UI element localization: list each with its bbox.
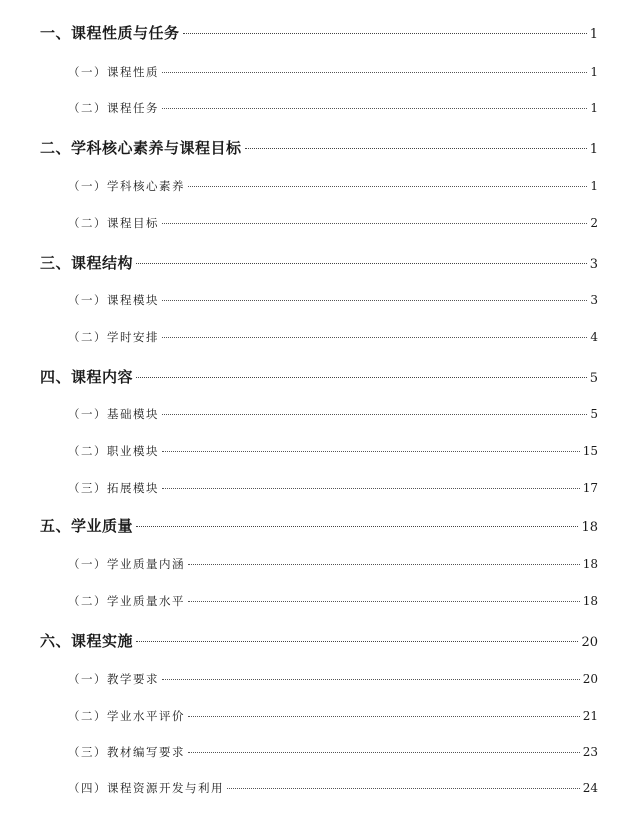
toc-page-number: 4: [590, 330, 598, 344]
toc-dot-leader: [136, 263, 587, 264]
toc-dot-leader: [162, 337, 587, 338]
toc-dot-leader: [188, 564, 580, 565]
toc-subsection-entry[interactable]: [68, 671, 598, 687]
toc-page-number: 5: [590, 407, 598, 421]
toc-entry-title: （四）课程资源开发与利用: [68, 781, 224, 795]
toc-page-number: 20: [581, 635, 598, 650]
toc-dot-leader: [162, 72, 587, 73]
toc-entry-title: 一、课程性质与任务: [40, 24, 180, 42]
toc-dot-leader: [188, 752, 580, 753]
toc-page-number: 18: [581, 520, 598, 535]
toc-dot-leader: [188, 186, 587, 187]
toc-entry-title: 三、课程结构: [40, 254, 134, 272]
toc-subsection-entry[interactable]: [68, 593, 598, 609]
toc-entry-title: （一）教学要求: [68, 672, 159, 686]
toc-dot-leader: [162, 679, 580, 680]
toc-dot-leader: [162, 300, 587, 301]
toc-page-number: 18: [582, 594, 598, 608]
toc-page-number: 18: [582, 557, 598, 571]
toc-section-entry[interactable]: [40, 137, 598, 157]
toc-entry-title: （二）学业质量水平: [68, 594, 185, 608]
toc-entry-title: （一）学业质量内涵: [68, 557, 185, 571]
toc-dot-leader: [227, 788, 580, 789]
toc-page-number: 23: [582, 745, 598, 759]
toc-dot-leader: [162, 414, 587, 415]
toc-dot-leader: [188, 716, 580, 717]
toc-dot-leader: [136, 641, 578, 642]
toc-subsection-entry[interactable]: [68, 556, 598, 572]
toc-page-number: 3: [590, 293, 598, 307]
toc-dot-leader: [245, 148, 587, 149]
toc-page-number: 17: [582, 481, 598, 495]
toc-section-entry[interactable]: [40, 515, 598, 535]
toc-section-entry[interactable]: [40, 366, 598, 386]
toc-entry-title: （三）教材编写要求: [68, 745, 185, 759]
toc-subsection-entry[interactable]: [68, 292, 598, 308]
toc-dot-leader: [162, 108, 587, 109]
toc-entry-title: （一）基础模块: [68, 407, 159, 421]
toc-page-number: 20: [582, 672, 598, 686]
toc-page-number: 3: [589, 257, 598, 272]
toc-subsection-entry[interactable]: [68, 329, 598, 345]
toc-entry-title: 四、课程内容: [40, 368, 134, 386]
toc-page-number: 2: [590, 216, 598, 230]
toc-entry-title: （三）拓展模块: [68, 481, 159, 495]
toc-entry-title: 五、学业质量: [40, 517, 134, 535]
toc-dot-leader: [188, 601, 580, 602]
toc-page-number: 1: [590, 179, 598, 193]
toc-subsection-entry[interactable]: [68, 64, 598, 80]
toc-entry-title: 二、学科核心素养与课程目标: [40, 139, 242, 157]
toc-dot-leader: [136, 377, 587, 378]
toc-entry-title: （一）课程模块: [68, 293, 159, 307]
toc-subsection-entry[interactable]: [68, 480, 598, 496]
toc-page-number: 15: [582, 444, 598, 458]
toc-subsection-entry[interactable]: [68, 744, 598, 760]
toc-section-entry[interactable]: [40, 630, 598, 650]
toc-entry-title: （一）课程性质: [68, 65, 159, 79]
toc-page-number: 1: [590, 65, 598, 79]
toc-subsection-entry[interactable]: [68, 215, 598, 231]
toc-entry-title: （一）学科核心素养: [68, 179, 185, 193]
toc-subsection-entry[interactable]: [68, 708, 598, 724]
toc-subsection-entry[interactable]: [68, 406, 598, 422]
toc-entry-title: 六、课程实施: [40, 632, 134, 650]
toc-subsection-entry[interactable]: [68, 780, 598, 796]
toc-page-number: 24: [582, 781, 598, 795]
toc-page-number: 21: [582, 709, 598, 723]
toc-entry-title: （二）课程目标: [68, 216, 159, 230]
toc-dot-leader: [183, 33, 587, 34]
toc-dot-leader: [162, 488, 580, 489]
toc-subsection-entry[interactable]: [68, 100, 598, 116]
toc-dot-leader: [136, 526, 578, 527]
toc-dot-leader: [162, 451, 580, 452]
toc-page-number: 1: [590, 101, 598, 115]
toc-entry-title: （二）学业水平评价: [68, 709, 185, 723]
toc-page-number: 1: [589, 27, 598, 42]
toc-page-number: 5: [589, 371, 598, 386]
toc-section-entry[interactable]: [40, 252, 598, 272]
toc-entry-title: （二）学时安排: [68, 330, 159, 344]
toc-entry-title: （二）职业模块: [68, 444, 159, 458]
toc-page-number: 1: [589, 142, 598, 157]
toc-subsection-entry[interactable]: [68, 443, 598, 459]
toc-dot-leader: [162, 223, 587, 224]
toc-subsection-entry[interactable]: [68, 178, 598, 194]
toc-section-entry[interactable]: [40, 22, 598, 42]
toc-entry-title: （二）课程任务: [68, 101, 159, 115]
